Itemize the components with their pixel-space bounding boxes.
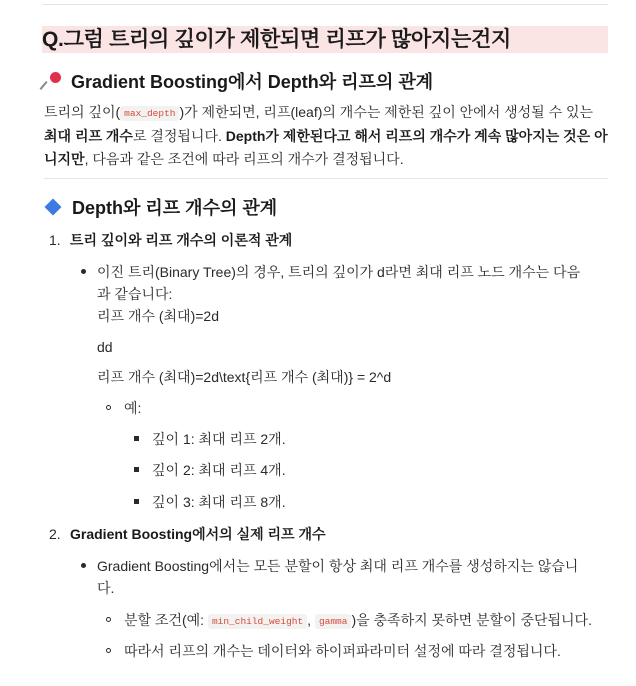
bullet-circle: [106, 405, 111, 410]
section-heading-text: Gradient Boosting에서 Depth와 리프의 관계: [71, 72, 434, 92]
bullet-square: [134, 436, 139, 441]
sub-bullet-separator: ,: [307, 612, 315, 628]
para-text: )가 제한되면, 리프(leaf)의 개수는 제한된 깊이 안에서 생성될 수 있는: [179, 104, 594, 120]
para-text: 트리의 깊이(: [44, 104, 121, 120]
para-text: , 다음과 같은 조건에 따라 리프의 개수가 결정됩니다.: [84, 151, 404, 167]
example-label: 예:: [124, 400, 142, 416]
bullet-circle: [106, 648, 111, 653]
list-number: 1.: [49, 232, 61, 248]
sub-bullet-text: 따라서 리프의 개수는 데이터와 하이퍼파라미터 설정에 따라 결정됩니다.: [124, 643, 561, 659]
formula-line: 리프 개수 (최대)=2d: [97, 308, 219, 324]
bullet-circle: [106, 617, 111, 622]
bullet-text: Gradient Boosting에서는 모든 분할이 항상 최대 리프 개수를 생성하지는 않습니: [97, 558, 579, 574]
para-bold-text: 최대 리프 개수: [44, 128, 133, 144]
bullet-square: [134, 499, 139, 504]
pushpin-icon: [44, 72, 62, 90]
sub-bullet-text: [124, 610, 592, 632]
top-divider: [42, 4, 608, 5]
intro-paragraph: [44, 101, 608, 171]
para-text: 로 결정됩니다.: [132, 128, 226, 144]
bullet-text: 과 같습니다:: [97, 286, 173, 302]
sub-bullet-text-part: )을 충족하지 못하면 분할이 중단됩니다.: [351, 612, 592, 628]
para-bold-text: Depth가 제한된다고 해서 리프의 개수가 계속 많아지는 것은 아니지만: [44, 128, 608, 167]
section-heading-depth-leaf: [44, 196, 277, 220]
example-item: 깊이 1: 최대 리프 2개.: [152, 431, 286, 447]
example-item: 깊이 3: 최대 리프 8개.: [152, 494, 286, 510]
list-number: 2.: [49, 526, 61, 542]
formula-line: 리프 개수 (최대)=2d\text{리프 개수 (최대)} = 2^d: [97, 369, 392, 385]
formula-line: dd: [97, 339, 113, 355]
sub-bullet-text-part: 분할 조건(예:: [124, 612, 208, 628]
section-divider: [44, 178, 608, 179]
bullet-text: 이진 트리(Binary Tree)의 경우, 트리의 깊이가 d라면 최대 리프 노드 개수는 다음: [97, 264, 581, 280]
bullet-square: [134, 467, 139, 472]
section-heading-text: Depth와 리프 개수의 관계: [72, 198, 278, 218]
list-item-title: Gradient Boosting에서의 실제 리프 개수: [70, 526, 326, 542]
inline-code-min-child-weight: min_child_weight: [208, 614, 307, 629]
example-item: 깊이 2: 최대 리프 4개.: [152, 462, 286, 478]
inline-code-gamma: gamma: [315, 614, 352, 629]
bullet-dot: [81, 269, 86, 274]
inline-code-max-depth: max_depth: [120, 106, 179, 121]
bullet-dot: [81, 563, 86, 568]
section-heading-gradient-boosting: [44, 70, 433, 94]
question-title: Q.그럼 트리의 깊이가 제한되면 리프가 많아지는건지: [42, 26, 608, 53]
list-item-title: 트리 깊이와 리프 개수의 이론적 관계: [70, 232, 293, 248]
blue-diamond-icon: [45, 199, 62, 216]
bullet-text: 다.: [97, 580, 115, 596]
